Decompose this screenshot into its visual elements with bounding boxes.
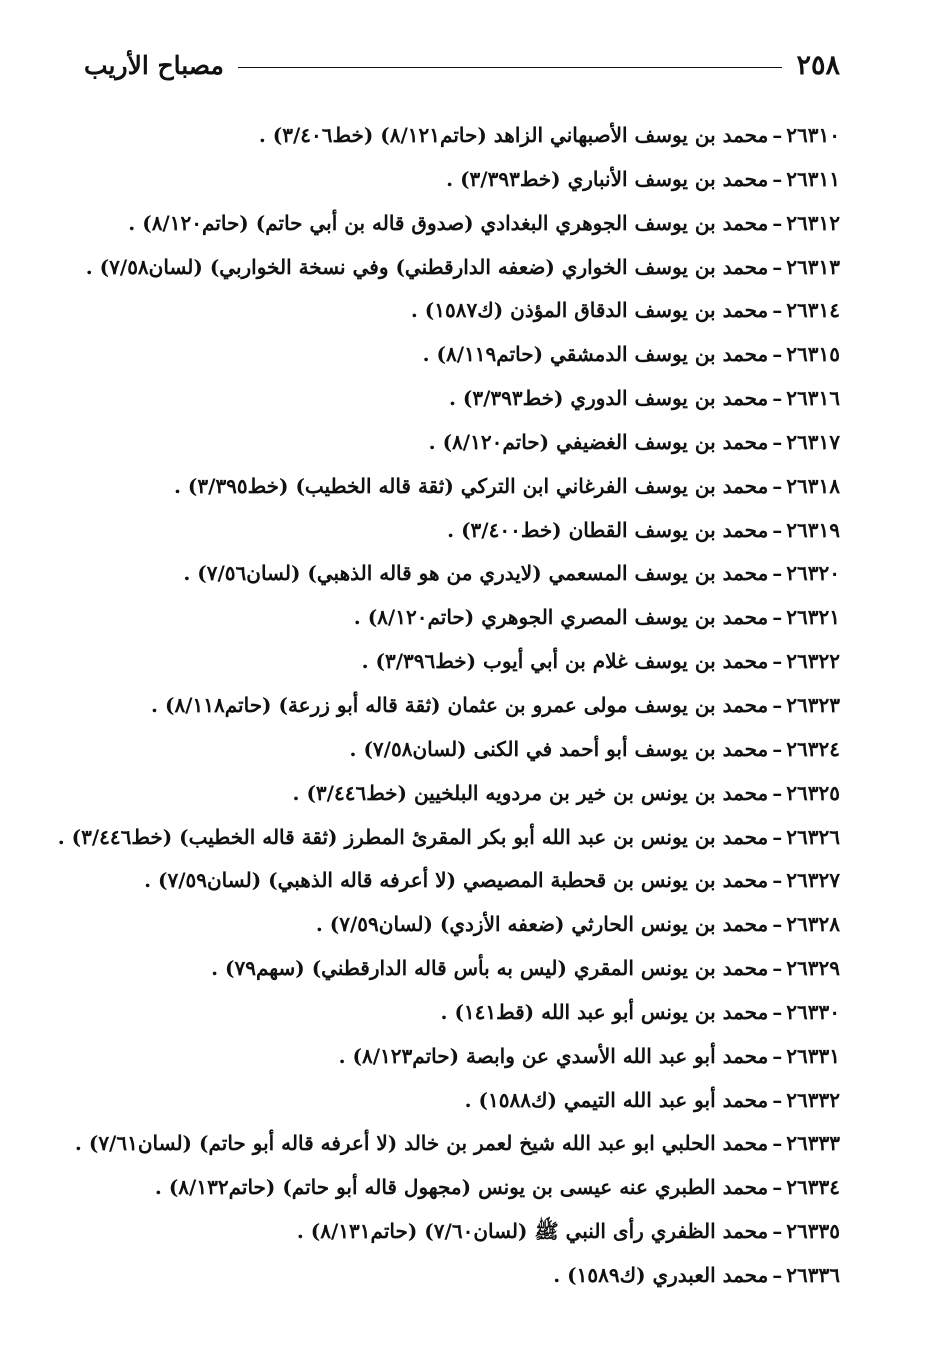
entry-row	[70, 640, 840, 684]
entry-dash: –	[772, 1131, 783, 1156]
entry-text: محمد بن يونس بن عبد الله أبو بكر المقرئ المطرز (ثقة قاله الخطيب) (خط٣/٤٤٦) .	[57, 824, 769, 849]
entry-text: محمد بن يوسف الدوري (خط٣/٣٩٣) .	[448, 386, 769, 411]
entry-number: ٢٦٣١٦	[786, 386, 840, 411]
entry-dash: –	[772, 166, 783, 191]
entry-row	[70, 1035, 840, 1079]
entry-number: ٢٦٣١٠	[786, 123, 840, 147]
entry-dash: –	[772, 824, 783, 849]
entry-dash: –	[772, 254, 783, 279]
entry-text: محمد بن يوسف الدقاق المؤذن (ك١٥٨٧) .	[410, 298, 769, 323]
entry-row	[70, 158, 840, 202]
entry-number: ٢٦٣٢٤	[786, 736, 840, 761]
entry-row	[70, 333, 840, 377]
entry-number: ٢٦٣١٣	[786, 254, 840, 279]
entry-number: ٢٦٣٢٧	[786, 868, 840, 893]
entry-row	[70, 1166, 840, 1210]
entry-row	[70, 903, 840, 947]
page-number: ٢٥٨	[796, 49, 840, 81]
entry-text: محمد بن يوسف الأنباري (خط٣/٣٩٣) .	[446, 166, 769, 191]
entry-dash: –	[772, 736, 783, 761]
entry-text: محمد أبو عبد الله التيمي (ك١٥٨٨) .	[464, 1087, 769, 1112]
entry-dash: –	[772, 912, 783, 937]
entry-text: محمد العبدري (ك١٥٨٩) .	[553, 1262, 769, 1287]
entry-text: محمد بن يونس الحارثي (ضعفه الأزدي) (لسان٧/٥٩) .	[315, 912, 769, 937]
entry-text: محمد بن يوسف الفرغاني ابن التركي (ثقة قاله الخطيب) (خط٣/٣٩٥) .	[174, 473, 769, 498]
entry-row	[70, 772, 840, 816]
running-header	[84, 48, 840, 82]
entry-number: ٢٦٣٣٦	[786, 1262, 840, 1287]
entry-number: ٢٦٣٢٠	[786, 561, 840, 586]
entry-row	[70, 509, 840, 553]
entry-dash: –	[772, 649, 783, 674]
entry-dash: –	[772, 1219, 783, 1244]
entry-number: ٢٦٣٣٠	[786, 999, 840, 1024]
entry-dash: –	[772, 605, 783, 630]
entry-row	[70, 1122, 840, 1166]
entry-row	[70, 421, 840, 465]
entry-number: ٢٦٣٣٥	[786, 1219, 840, 1244]
entry-number: ٢٦٣٢٨	[786, 912, 840, 937]
entry-dash: –	[772, 1175, 783, 1200]
entry-row	[70, 684, 840, 728]
entry-row	[70, 552, 840, 596]
entry-text: محمد بن يوسف مولى عمرو بن عثمان (ثقة قاله أبو زرعة) (حاتم٨/١١٨) .	[151, 692, 769, 717]
entry-text: محمد بن يوسف أبو أحمد في الكنى (لسان٧/٥٨) .	[349, 736, 769, 761]
entry-number: ٢٦٣٢٢	[786, 649, 840, 674]
entry-dash: –	[772, 1262, 783, 1287]
entry-number: ٢٦٣٢١	[786, 605, 840, 630]
entry-text: محمد بن يوسف غلام بن أبي أيوب (خط٣/٣٩٦) .	[361, 649, 769, 674]
entry-number: ٢٦٣١٤	[786, 298, 840, 323]
entry-row	[57, 816, 840, 860]
entry-row	[70, 377, 840, 421]
entry-list	[57, 114, 840, 1298]
entry-text: محمد الظفري رأى النبي ﷺ (لسان٧/٦٠) (حاتم٨/١٣١) .	[296, 1219, 769, 1244]
entry-row	[70, 114, 840, 158]
entry-row	[70, 991, 840, 1035]
entry-number: ٢٦٣١٢	[786, 210, 840, 235]
entry-dash: –	[772, 517, 783, 542]
entry-text: محمد الطبري عنه عيسى بن يونس (مجهول قاله أبو حاتم) (حاتم٨/١٣٢) .	[154, 1175, 769, 1200]
entry-row	[70, 246, 840, 290]
entry-row	[70, 728, 840, 772]
entry-dash: –	[772, 868, 783, 893]
entry-text: محمد بن يونس أبو عبد الله (قط١٤١) .	[440, 999, 769, 1024]
entry-text: محمد بن يونس المقري (ليس به بأس قاله الدارقطني) (سهم٧٩) .	[211, 956, 769, 981]
entry-number: ٢٦٣٣٤	[786, 1175, 840, 1200]
header-rule	[238, 67, 783, 68]
entry-number: ٢٦٣٢٩	[786, 956, 840, 981]
entry-number: ٢٦٣١٩	[786, 517, 840, 542]
entry-text: محمد بن يوسف الجوهري البغدادي (صدوق قاله بن أبي حاتم) (حاتم٨/١٢٠) .	[128, 210, 769, 235]
entry-number: ٢٦٣٣١	[786, 1043, 840, 1068]
entry-dash: –	[772, 780, 783, 805]
entry-number: ٢٦٣١١	[786, 166, 840, 191]
entry-dash: –	[772, 429, 783, 454]
entry-dash: –	[772, 1087, 783, 1112]
entry-text: محمد بن يوسف الخواري (ضعفه الدارقطني) وفي نسخة الخواربي) (لسان٧/٥٨) .	[85, 254, 769, 279]
entry-number: ٢٦٣٢٣	[786, 692, 840, 717]
entry-dash: –	[772, 210, 783, 235]
entry-text: محمد أبو عبد الله الأسدي عن وابصة (حاتم٨/١٢٣) .	[338, 1043, 769, 1068]
entry-dash: –	[772, 561, 783, 586]
entry-dash: –	[772, 956, 783, 981]
entry-row	[70, 1079, 840, 1123]
entry-text: محمد الحلبي ابو عبد الله شيخ لعمر بن خالد (لا أعرفه قاله أبو حاتم) (لسان٧/٦١) .	[74, 1131, 769, 1156]
entry-row	[70, 1254, 840, 1298]
entry-row	[70, 859, 840, 903]
entry-number: ٢٦٣٢٥	[786, 780, 840, 805]
entry-number: ٢٦٣١٥	[786, 342, 840, 367]
entry-text: محمد بن يوسف الأصبهاني الزاهد (حاتم٨/١٢١) (خط٣/٤٠٦) .	[258, 123, 769, 147]
entry-text: محمد بن يوسف الغضيفي (حاتم٨/١٢٠) .	[428, 429, 769, 454]
entry-number: ٢٦٣٣٣	[786, 1131, 840, 1156]
entry-row	[70, 947, 840, 991]
entry-number: ٢٦٣٢٦	[786, 824, 840, 849]
entry-row	[70, 289, 840, 333]
entry-row	[70, 596, 840, 640]
entry-dash: –	[772, 1043, 783, 1068]
entry-dash: –	[772, 473, 783, 498]
entry-text: محمد بن يوسف المصري الجوهري (حاتم٨/١٢٠) .	[353, 605, 769, 630]
entry-number: ٢٦٣١٨	[786, 473, 840, 498]
entry-row	[70, 465, 840, 509]
entry-dash: –	[772, 692, 783, 717]
entry-text: محمد بن يونس بن خير بن مردويه البلخيين (خط٣/٤٤٦) .	[292, 780, 769, 805]
entry-dash: –	[772, 342, 783, 367]
entry-dash: –	[772, 386, 783, 411]
entry-text: محمد بن يوسف الدمشقي (حاتم٨/١١٩) .	[422, 342, 769, 367]
book-title: مصباح الأريب	[84, 50, 224, 80]
entry-row	[70, 202, 840, 246]
entry-number: ٢٦٣١٧	[786, 429, 840, 454]
entry-dash: –	[772, 999, 783, 1024]
entry-number: ٢٦٣٣٢	[786, 1087, 840, 1112]
entry-dash: –	[772, 298, 783, 323]
entry-text: محمد بن يوسف القطان (خط٣/٤٠٠) .	[447, 517, 769, 542]
entry-text: محمد بن يوسف المسعمي (لايدري من هو قاله الذهبي) (لسان٧/٥٦) .	[183, 561, 769, 586]
entry-text: محمد بن يونس بن قحطبة المصيصي (لا أعرفه قاله الذهبي) (لسان٧/٥٩) .	[144, 868, 769, 893]
entry-dash: –	[772, 123, 783, 147]
entry-row	[70, 1210, 840, 1254]
